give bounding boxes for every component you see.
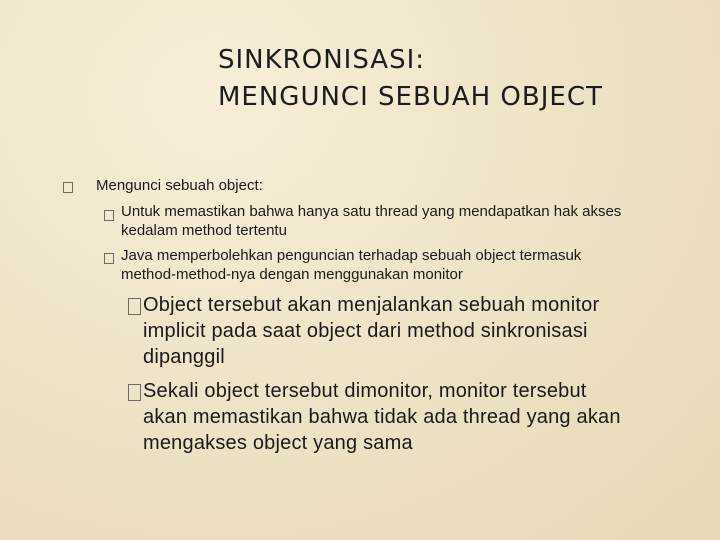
big-bullet-1-line-1: Object tersebut akan menjalankan sebuah monitor xyxy=(143,294,600,316)
sub-bullet-2-line-1: Java memperbolehkan penguncian terhadap sebuah object termasuk xyxy=(121,247,582,264)
big-bullet-1-line-2: implicit pada saat object dari method sinkronisasi xyxy=(143,320,588,342)
title-line-2: MENGUNCI SEBUAH OBJECT xyxy=(218,82,603,112)
bullet-main-text: Mengunci sebuah object: xyxy=(96,177,263,194)
bullet-box-icon xyxy=(104,210,114,221)
title-line-1: SINKRONISASI: xyxy=(218,45,426,75)
big-bullet-1-line-3: dipanggil xyxy=(143,346,225,368)
sub-bullet-1-line-2: kedalam method tertentu xyxy=(121,222,287,239)
big-bullet-2-line-1: Sekali object tersebut dimonitor, monitor tersebut xyxy=(143,380,587,402)
big-bullet-2-line-3: mengakses object yang sama xyxy=(143,432,413,454)
sub-bullet-2-line-2: method-method-nya dengan menggunakan monitor xyxy=(121,266,463,283)
bullet-box-icon xyxy=(104,253,114,264)
slide-title xyxy=(218,42,688,116)
sub-bullet-1-line-1: Untuk memastikan bahwa hanya satu thread yang mendapatkan hak akses xyxy=(121,203,622,220)
bullet-box-icon xyxy=(128,384,141,401)
bullet-box-icon xyxy=(63,182,73,193)
big-bullet-2-line-2: akan memastikan bahwa tidak ada thread yang akan xyxy=(143,406,621,428)
bullet-box-icon xyxy=(128,298,141,315)
